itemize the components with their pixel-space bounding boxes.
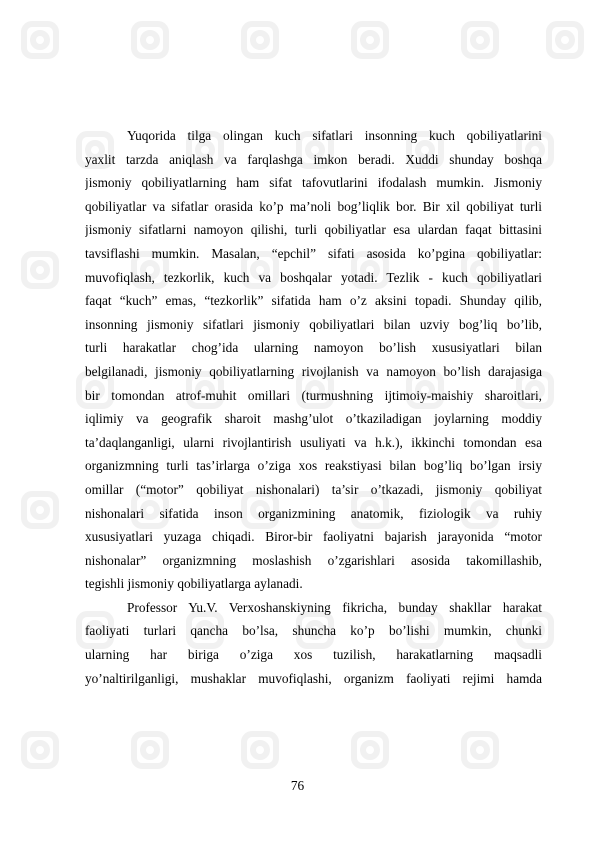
text-line: faoliyati turlari qancha bo’lsa, shuncha ko’p bo’lishi mumkin, chunki — [85, 623, 542, 639]
text-line: jismoniy qobiliyatlarning ham sifat tafovutlarini ifodalash mumkin. Jismoniy — [85, 175, 542, 191]
text-line: organizmning turli tas’irlarga o’ziga xos reakstiyasi bilan bog’liq bo’lgan irsiy — [85, 458, 542, 474]
text-line: ta’daqlanganligi, ularni rivojlantirish usuliyati va h.k.), ikkinchi tomondan esa — [85, 434, 542, 450]
text-line: iqlimiy va geografik sharoit mashg’ulot o’tkaziladigan joylarning moddiy — [85, 411, 542, 427]
text-line: Yuqorida tilga olingan kuch sifatlari insonning kuch qobiliyatlarini — [127, 128, 542, 143]
text-line: Professor Yu.V. Verxoshanskiyning fikricha, bunday shakllar harakat — [127, 599, 542, 615]
text-line: muvofiqlash, tezkorlik, kuch va boshqalar yotadi. Tezlik - kuch qobiliyatlari — [85, 269, 542, 285]
text-line: tavsiflashi mumkin. Masalan, “epchil” sifati asosida ko’pgina qobiliyatlar: — [85, 245, 542, 261]
text-line: insonning jismoniy sifatlari jismoniy qobiliyatlari bilan uzviy bog’liq bo’lib, — [85, 316, 542, 332]
paragraph-2 — [85, 596, 542, 690]
paragraph-1 — [85, 124, 542, 596]
text-line: bir tomondan atrof-muhit omillari (turmushning ijtimoiy-maishiy sharoitlari, — [85, 387, 542, 403]
text-line: omillar (“motor” qobiliyat nishonalari) ta’sir o’tkazadi, jismoniy qobiliyat — [85, 481, 542, 497]
text-line: yo’naltirilganligi, mushaklar muvofiqlashi, organizm faoliyati rejimi hamda — [85, 670, 542, 686]
text-line: yaxlit tarzda aniqlash va farqlashga imkon beradi. Xuddi shunday boshqa — [85, 151, 542, 167]
text-line: faqat “kuch” emas, “tezkorlik” sifatida ham o’z aksini topadi. Shunday qilib, — [85, 293, 542, 309]
text-line: nishonalari sifatida inson organizmining anatomik, fiziologik va ruhiy — [85, 505, 542, 521]
text-line: jismoniy sifatlarni namoyon qilishi, turli qobiliyatlar esa ulardan faqat bittasini — [85, 222, 542, 238]
text-line: xususiyatlari yuzaga chiqadi. Biror-bir faoliyatni bajarish jarayonida “motor — [85, 529, 542, 545]
page-number: 76 — [290, 778, 305, 793]
text-line: turli harakatlar chog’ida ularning namoyon bo’lish xususiyatlari bilan — [85, 340, 542, 356]
text-line: qobiliyatlar va sifatlar orasida ko’p ma’noli bog’liqlik bor. Bir xil qobiliyat turli — [85, 198, 542, 214]
text-line: belgilanadi, jismoniy qobiliyatlarning rivojlanish va namoyon bo’lish darajasiga — [85, 363, 542, 379]
text-line: ularning har biriga o’ziga xos tuzilish, harakatlarning maqsadli — [85, 647, 542, 663]
text-line: tegishli jismoniy qobiliyatlarga aylanadi. — [85, 576, 303, 592]
body-text — [85, 124, 542, 690]
text-line: nishonalar” organizmning moslashish o’zgarishlari asosida takomillashib, — [85, 552, 542, 568]
